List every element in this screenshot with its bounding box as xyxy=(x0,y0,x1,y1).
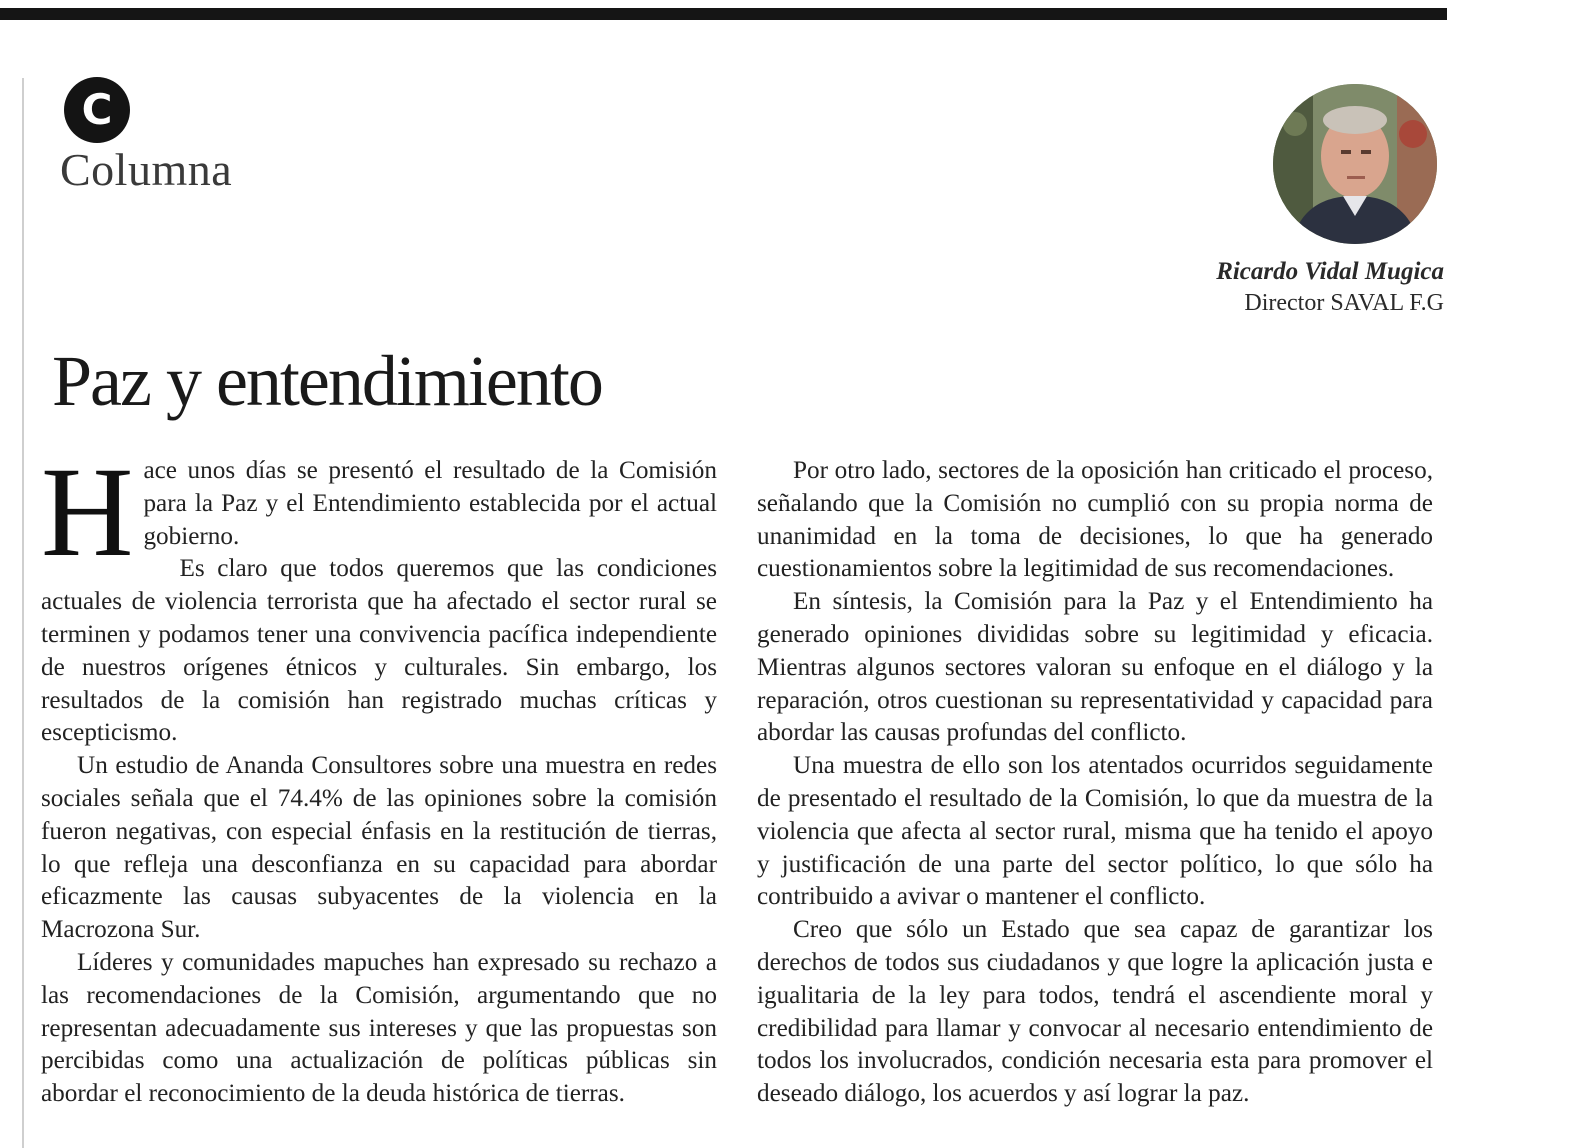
author-portrait-svg xyxy=(1273,84,1437,244)
author-name: Ricardo Vidal Mugica xyxy=(1216,258,1444,285)
drop-cap: H xyxy=(41,441,134,583)
author-role: Director SAVAL F.G xyxy=(1244,290,1444,316)
article-column-right xyxy=(757,455,1433,1111)
article-paragraph: Una muestra de ello son los atentados ocurridos seguidamente de presentado el resultado de la Comisión, lo que da muestra de la violencia que afecta al sector rural, misma que ha tenido el apoyo y justificación de una parte del sector político, lo que sólo ha contribuido a avivar o mantener el conflicto. xyxy=(757,752,1433,911)
article-paragraph: Por otro lado, sectores de la oposición han criticado el proceso, señalando que la Comisión no cumplió con su propia norma de unanimidad en la toma de decisiones, lo que ha generado cuestionamientos sobre la legitimidad de sus recomendaciones. xyxy=(757,457,1433,583)
left-rule xyxy=(22,78,24,1148)
article-paragraph: Es claro que todos queremos que las condiciones actuales de violencia terrorista que ha afectado el sector rural se terminen y podamos tener una convivencia pacífica independiente de nuestros orígenes étnicos y culturales. Sin embargo, los resultados de la comisión han registrado muchas críticas y escepticismo. xyxy=(41,555,717,747)
article-paragraph: En síntesis, la Comisión para la Paz y el Entendimiento ha generado opiniones divididas sobre su legitimidad y eficacia. Mientras algunos sectores valoran su enfoque en el diálogo y la reparación, otros cuestionan su representatividad y capacidad para abordar las causas profundas del conflicto. xyxy=(757,588,1433,747)
article-paragraph: Creo que sólo un Estado que sea capaz de garantizar los derechos de todos sus ciudadanos y que logre la aplicación justa e igualitaria de la ley para todos, tendrá el ascendiente moral y credibilidad para llamar y convocar al necesario entendimiento de todos los involucrados, condición necesaria esta para promover el deseado diálogo, los acuerdos y así lograr la paz. xyxy=(757,916,1433,1108)
section-label: Columna xyxy=(60,144,233,195)
article-paragraph: Líderes y comunidades mapuches han expresado su rechazo a las recomendaciones de la Comisión, argumentando que no representan adecuadamente sus intereses y que las propuestas son percibidas como una actualización de políticas públicas sin abordar el reconocimiento de la deuda histórica de tierras. xyxy=(41,948,717,1108)
article-paragraph xyxy=(41,441,717,583)
article-title: Paz y entendimiento xyxy=(52,341,602,421)
section-badge: C xyxy=(64,77,130,143)
article-column-left xyxy=(41,441,717,1111)
author-block xyxy=(1100,258,1444,317)
top-rule xyxy=(0,8,1447,20)
author-portrait-icon xyxy=(1273,84,1437,244)
article-paragraph: Un estudio de Ananda Consultores sobre una muestra en redes sociales señala que el 74.4% de las opiniones sobre la comisión fueron negativas, con especial énfasis en la restitución de tierras, lo que refleja una desconfianza en su capacidad para abordar eficazmente las causas subyacentes de la violencia en la Macrozona Sur. xyxy=(41,752,717,944)
paragraph-text: ace unos días se presentó el resultado de la Comisión para la Paz y el Entendimiento establecida por el actual gobierno. xyxy=(143,457,717,550)
